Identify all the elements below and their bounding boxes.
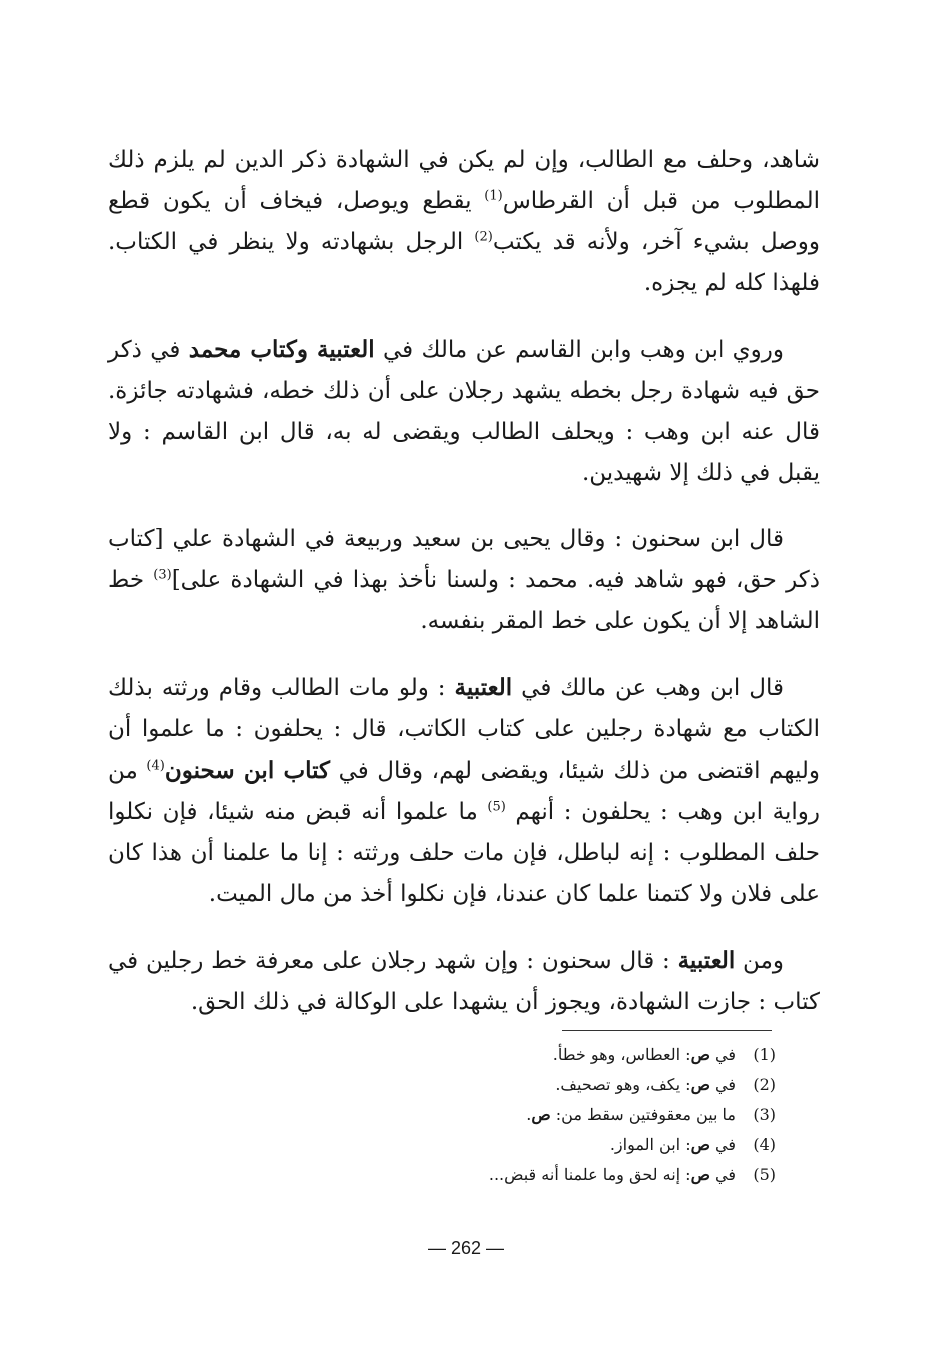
footnote-item	[256, 1040, 776, 1070]
text-run: من رواية ابن وهب : يحلفون : أنهم	[108, 758, 821, 825]
paragraph-1	[108, 140, 820, 304]
footnote-ref-3[interactable]: (3)	[153, 567, 172, 583]
text-run: ومن	[735, 948, 784, 974]
text-run: شاهد، وحلف مع الطالب، وإن لم يكن في الشهادة ذكر الدين لم يلزم ذلك المطلوب من قبل أن القرطاس	[108, 147, 820, 214]
paragraph-4	[108, 667, 820, 915]
footnote-number: (1)	[753, 1045, 776, 1064]
bold-source-title: كتاب ابن سحنون	[164, 757, 331, 784]
footnote-number: (3)	[753, 1105, 776, 1124]
text-run: خط الشاهد إلا أن يكون على خط المقر بنفسه.	[108, 567, 820, 634]
footnote-item	[256, 1130, 776, 1160]
footnote-item	[256, 1100, 776, 1130]
bold-source-title: العتبية	[454, 674, 513, 701]
text-run: الرجل بشهادته ولا ينظر في الكتاب. فلهذا كله لم يجزه.	[108, 229, 820, 296]
footnote-number: (4)	[753, 1135, 776, 1154]
text-run: ما علموا أنه قبض منه شيئا، فإن نكلوا حلف المطلوب : إنه لباطل، فإن مات حلف ورثته : إنا ما علمنا أن هذا كان على فلان ولا كتمنا علما كان عندنا، فإن نكلوا أخذ من مال الميت.	[108, 799, 820, 907]
paragraph-3	[108, 519, 820, 642]
footnote-text: ما بين معقوفتين سقط من: ص.	[526, 1105, 736, 1124]
footnote-item	[256, 1160, 776, 1190]
footnote-ref-2[interactable]: (2)	[474, 229, 493, 245]
text-run: يقطع ويوصل، فيخاف أن يكون قطع ووصل بشيء آخر، ولأنه قد يكتب	[108, 188, 820, 255]
paragraph-5	[108, 940, 820, 1023]
footnote-number: (5)	[753, 1165, 776, 1184]
text-run: : قال سحنون : وإن شهد رجلان على معرفة خط رجلين في كتاب : جازت الشهادة، ويجوز أن يشهدا على الوكالة في ذلك الحق.	[108, 948, 820, 1015]
bold-source-title: العتبية وكتاب محمد	[188, 336, 375, 363]
footnote-ref-5[interactable]: (5)	[487, 799, 506, 815]
page-number: — 262 —	[427, 1238, 505, 1258]
footnotes	[256, 1040, 776, 1190]
text-run: : ولو مات الطالب وقام ورثته بذلك الكتاب مع شهادة رجلين على كتاب الكاتب، قال : يحلفون : ما علموا أن وليهم اقتضى من ذلك شيئا، ويقضى لهم، وقال في	[108, 675, 821, 784]
bold-source-title: العتبية	[677, 947, 736, 974]
main-text	[108, 140, 820, 1048]
footnote-ref-1[interactable]: (1)	[484, 188, 503, 204]
footnote-ref-4[interactable]: (4)	[146, 758, 165, 774]
footnote-text: في ص: العطاس، وهو خطأ.	[552, 1045, 736, 1064]
paragraph-2	[108, 329, 820, 494]
text-run: قال ابن وهب عن مالك في	[512, 675, 784, 701]
text-run: وروي ابن وهب وابن القاسم عن مالك في	[374, 337, 785, 363]
footnote-item	[256, 1070, 776, 1100]
footnote-divider	[562, 1030, 772, 1031]
footnote-text: في ص: يكف، وهو تصحيف.	[555, 1075, 736, 1094]
footnote-number: (2)	[753, 1075, 776, 1094]
footnote-text: في ص: إنه لحق وما علمنا أنه قبض...	[488, 1165, 736, 1184]
text-run: في ذكر حق فيه شهادة رجل بخطه يشهد رجلان على أن ذلك خطه، فشهادته جائزة. قال عنه ابن وهب : ويحلف الطالب ويقضى له به، قال ابن القاسم : ولا يقبل في ذلك إلا شهيدين.	[108, 337, 820, 486]
footnote-text: في ص: ابن المواز.	[609, 1135, 736, 1154]
text-run: قال ابن سحنون : وقال يحيى بن سعيد وربيعة في الشهادة علي [كتاب ذكر حق، فهو شاهد فيه. محمد : ولسنا نأخذ بهذا في الشهادة على]	[108, 526, 820, 593]
